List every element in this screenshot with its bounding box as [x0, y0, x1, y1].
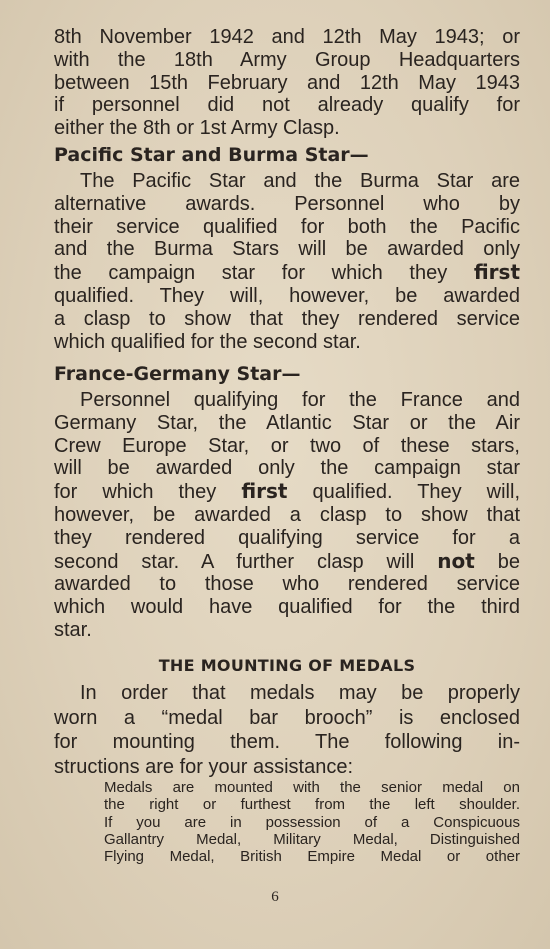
emphasis-word: first: [473, 260, 521, 285]
section-heading: Pacific Star and Burma Star—: [54, 144, 369, 166]
text-line: however, be awarded a clasp to show that: [54, 503, 520, 526]
text-line: Medals are mounted with the senior medal on: [104, 779, 520, 796]
text-line: which qualified for the second star.: [54, 330, 361, 353]
text-line: The Pacific Star and the Burma Star are: [80, 170, 520, 192]
text-line: Crew Europe Star, or two of these stars,: [54, 434, 520, 457]
text-line: Flying Medal, British Empire Medal or other: [104, 848, 520, 866]
text-line: either the 8th or 1st Army Clasp.: [54, 117, 340, 140]
mounting-section: [54, 656, 520, 779]
text-line: with the 18th Army Group Headquarters: [54, 48, 520, 71]
text-line: and the Burma Stars will be awarded only: [54, 238, 520, 261]
text-line: awarded to those who rendered service: [54, 573, 520, 596]
text-line: the campaign star for which they first: [54, 260, 521, 285]
text-line: 8th November 1942 and 12th May 1943; or: [54, 26, 520, 48]
text-line: which would have qualified for the third: [54, 596, 520, 619]
text-line: second star. A further clasp will not be: [54, 548, 521, 573]
text-line: Germany Star, the Atlantic Star or the Air: [54, 411, 520, 434]
text-line: a clasp to show that they rendered service: [54, 307, 520, 330]
text-line: they rendered qualifying service for a: [54, 526, 520, 549]
section-heading: France-Germany Star—: [54, 363, 301, 385]
text-line: alternative awards. Personnel who by: [54, 192, 520, 215]
emphasis-word: first: [241, 479, 288, 504]
emphasis-word: not: [437, 548, 475, 573]
text-line: structions are for your assistance:: [54, 755, 354, 778]
text-line: Personnel qualifying for the France and: [80, 389, 520, 411]
pacific-section: [54, 144, 520, 353]
france-germany-section: [54, 363, 520, 642]
text-line: for which they first qualified. They will,: [54, 479, 520, 504]
text-line: worn a “medal bar brooch” is enclosed: [54, 706, 520, 729]
text-line: Gallantry Medal, Military Medal, Distinguished: [104, 830, 520, 848]
text-line: will be awarded only the campaign star: [54, 457, 520, 480]
text-line: their service qualified for both the Pacific: [54, 215, 520, 238]
text-line: If you are in possession of a Conspicuous: [104, 813, 520, 831]
text-line: qualified. They will, however, be awarded: [54, 284, 520, 307]
page-number: 6: [271, 889, 279, 905]
intro-paragraph: [54, 26, 520, 140]
section-heading: THE MOUNTING OF MEDALS: [158, 656, 416, 675]
text-line: if personnel did not already qualify for: [54, 94, 520, 117]
text-line: between 15th February and 12th May 1943: [54, 71, 520, 94]
text-line: In order that medals may be properly: [80, 682, 520, 704]
mounting-instructions: [104, 779, 520, 865]
text-line: for mounting them. The following in-: [54, 731, 520, 753]
text-line: the right or furthest from the left shoulder.: [104, 796, 520, 814]
text-line: star.: [54, 618, 92, 641]
